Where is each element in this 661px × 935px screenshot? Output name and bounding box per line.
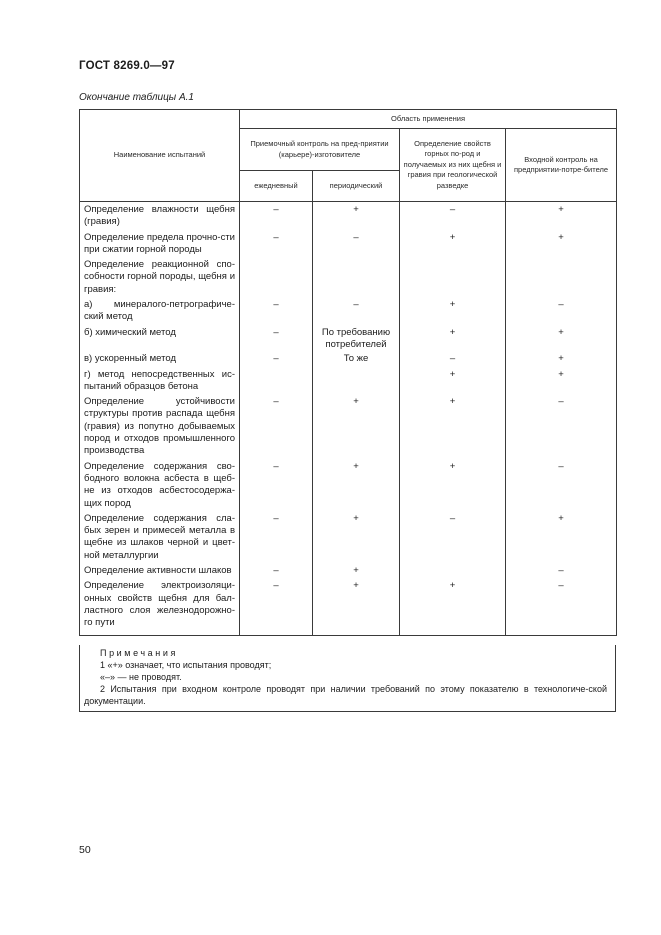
row-test-name: Определение активности шлаков [80, 563, 240, 578]
cell-daily: – [240, 202, 313, 230]
header-scope: Область применения [240, 110, 617, 129]
test-scope-table [79, 109, 617, 636]
cell-daily: – [240, 351, 313, 366]
row-test-name: Определение влажности щебня (гравия) [80, 202, 240, 230]
cell-daily: – [240, 511, 313, 563]
row-test-name: Определение предела прочно-сти при сжатии горной породы [80, 230, 240, 258]
header-daily: ежедневный [240, 171, 313, 202]
cell-geological: + [400, 394, 506, 458]
row-test-name: Определение реакционной спо-собности горной породы, щебня и гравия: [80, 257, 240, 297]
header-geological-properties: Определение свойств горных по-род и получаемых из них щебня и гравия при геологической разведке [400, 129, 506, 202]
cell-incoming: – [506, 459, 617, 511]
table-row [80, 563, 617, 578]
cell-daily [240, 367, 313, 395]
cell-periodic: По требованию потребителей [313, 325, 400, 352]
table-row [80, 297, 617, 325]
note-item: 2 Испытания при входном контроле проводят при наличии требований по этому показателю в технологиче-ской документации. [84, 684, 607, 706]
cell-daily: – [240, 394, 313, 458]
cell-geological: + [400, 230, 506, 258]
table-row-spacer [80, 631, 617, 636]
cell-daily: – [240, 578, 313, 630]
cell-geological: – [400, 511, 506, 563]
table-row [80, 394, 617, 458]
cell-incoming: + [506, 511, 617, 563]
cell-periodic: + [313, 511, 400, 563]
cell-geological: + [400, 297, 506, 325]
cell-geological: – [400, 202, 506, 230]
cell-geological: – [400, 351, 506, 366]
cell-periodic: То же [313, 351, 400, 366]
table-row [80, 202, 617, 230]
cell-daily: – [240, 325, 313, 352]
row-test-name: в) ускоренный метод [80, 351, 240, 366]
cell-daily: – [240, 297, 313, 325]
cell-periodic: – [313, 297, 400, 325]
cell-daily [240, 257, 313, 297]
row-test-name: а) минералого-петрографиче-ский метод [80, 297, 240, 325]
cell-geological [400, 257, 506, 297]
cell-periodic: + [313, 563, 400, 578]
document-code: ГОСТ 8269.0—97 [79, 60, 175, 72]
cell-periodic: + [313, 202, 400, 230]
notes-title: Примечания [100, 648, 178, 658]
header-incoming-control: Входной контроль на предприятии-потре-бителе [506, 129, 617, 202]
cell-geological: + [400, 367, 506, 395]
cell-incoming: – [506, 297, 617, 325]
cell-incoming: + [506, 351, 617, 366]
cell-daily: – [240, 459, 313, 511]
table-row [80, 325, 617, 352]
cell-incoming: + [506, 230, 617, 258]
row-test-name: Определение содержания сла-бых зерен и примесей металла в щебне из шлаков черной и цвет-ной металлургии [80, 511, 240, 563]
cell-incoming: – [506, 563, 617, 578]
table-row [80, 230, 617, 258]
row-test-name: г) метод непосредственных ис-пытаний образцов бетона [80, 367, 240, 395]
table-notes [79, 645, 616, 712]
note-item: «–» — не проводят. [100, 672, 182, 682]
cell-incoming: + [506, 367, 617, 395]
cell-incoming: – [506, 578, 617, 630]
cell-periodic [313, 367, 400, 395]
table-header [80, 110, 617, 202]
cell-incoming: + [506, 202, 617, 230]
header-periodic: периодический [313, 171, 400, 202]
cell-periodic [313, 257, 400, 297]
table-row [80, 578, 617, 630]
row-test-name: Определение содержания сво-бодного волокна асбеста в щеб-не из отходов асбестосодержа-щих пород [80, 459, 240, 511]
header-acceptance-control: Приемочный контроль на пред-приятии (карьере)-изготовителе [240, 129, 400, 171]
cell-periodic: + [313, 578, 400, 630]
row-test-name: б) химический метод [80, 325, 240, 352]
cell-incoming [506, 257, 617, 297]
cell-geological: + [400, 325, 506, 352]
table-row [80, 351, 617, 366]
row-test-name: Определение устойчивости структуры против распада щебня (гравия) из попутно добываемых пород и отходов промышленного производства [80, 394, 240, 458]
cell-incoming: + [506, 325, 617, 352]
cell-geological [400, 563, 506, 578]
table-caption: Окончание таблицы А.1 [79, 92, 194, 103]
row-test-name: Определение электроизоляци-онных свойств щебня для бал-ластного слоя железнодорожно-го пути [80, 578, 240, 630]
cell-incoming: – [506, 394, 617, 458]
table-row [80, 511, 617, 563]
cell-daily: – [240, 230, 313, 258]
cell-periodic: – [313, 230, 400, 258]
table-row [80, 257, 617, 297]
cell-daily: – [240, 563, 313, 578]
table-row [80, 459, 617, 511]
cell-periodic: + [313, 459, 400, 511]
page-number: 50 [79, 844, 91, 856]
cell-periodic: + [313, 394, 400, 458]
cell-geological: + [400, 578, 506, 630]
cell-geological: + [400, 459, 506, 511]
header-test-name: Наименование испытаний [80, 110, 240, 202]
note-item: 1 «+» означает, что испытания проводят; [100, 660, 272, 670]
table-row [80, 367, 617, 395]
